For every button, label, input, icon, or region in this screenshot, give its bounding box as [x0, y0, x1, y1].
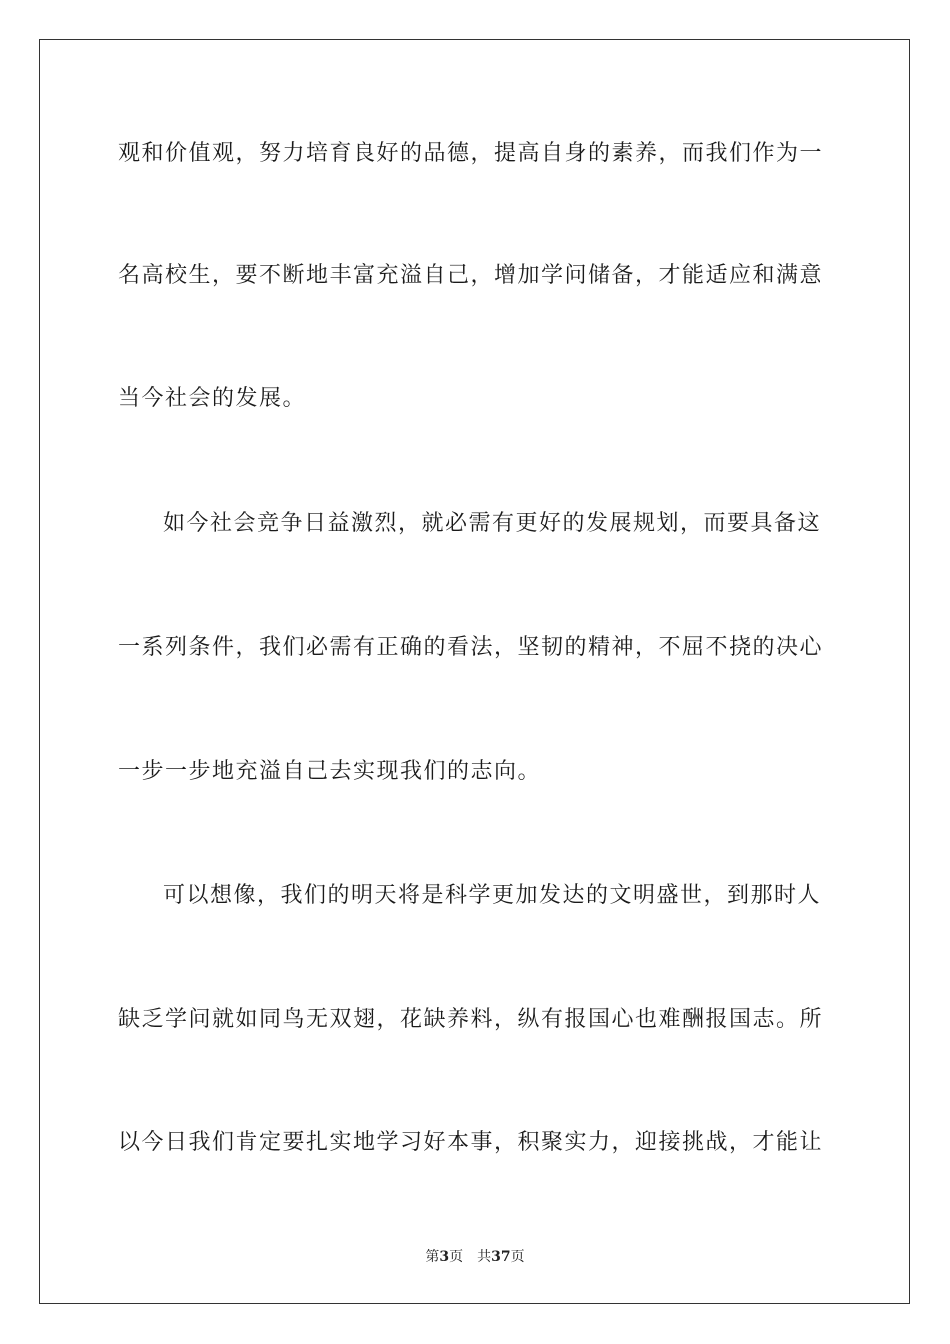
page-number: 3	[439, 1249, 450, 1265]
paragraph-line: 观和价值观，努力培育良好的品德，提高自身的素养，而我们作为一	[118, 141, 824, 166]
page-label-suffix: 页	[449, 1249, 464, 1265]
total-label-suffix: 页	[510, 1249, 525, 1265]
paragraph-line: 如今社会竞争日益激烈，就必需有更好的发展规划，而要具备这	[163, 511, 822, 536]
paragraph-line: 当今社会的发展。	[118, 386, 307, 411]
total-label-prefix: 共	[477, 1249, 492, 1265]
paragraph-line: 一步一步地充溢自己去实现我们的志向。	[118, 759, 542, 784]
paragraph-line: 可以想像，我们的明天将是科学更加发达的文明盛世，到那时人	[163, 883, 822, 908]
page-footer	[0, 1247, 950, 1267]
paragraph-line: 缺乏学问就如同鸟无双翅，花缺养料，纵有报国心也难酬报国志。所	[118, 1007, 824, 1032]
total-pages: 37	[491, 1249, 511, 1265]
page-border	[39, 39, 910, 1304]
page-label-prefix: 第	[425, 1249, 440, 1265]
paragraph-line: 以今日我们肯定要扎实地学习好本事，积聚实力，迎接挑战，才能让	[118, 1130, 824, 1155]
paragraph-line: 一系列条件，我们必需有正确的看法，坚韧的精神，不屈不挠的决心	[118, 635, 824, 660]
paragraph-line: 名高校生，要不断地丰富充溢自己，增加学问储备，才能适应和满意	[118, 263, 824, 288]
